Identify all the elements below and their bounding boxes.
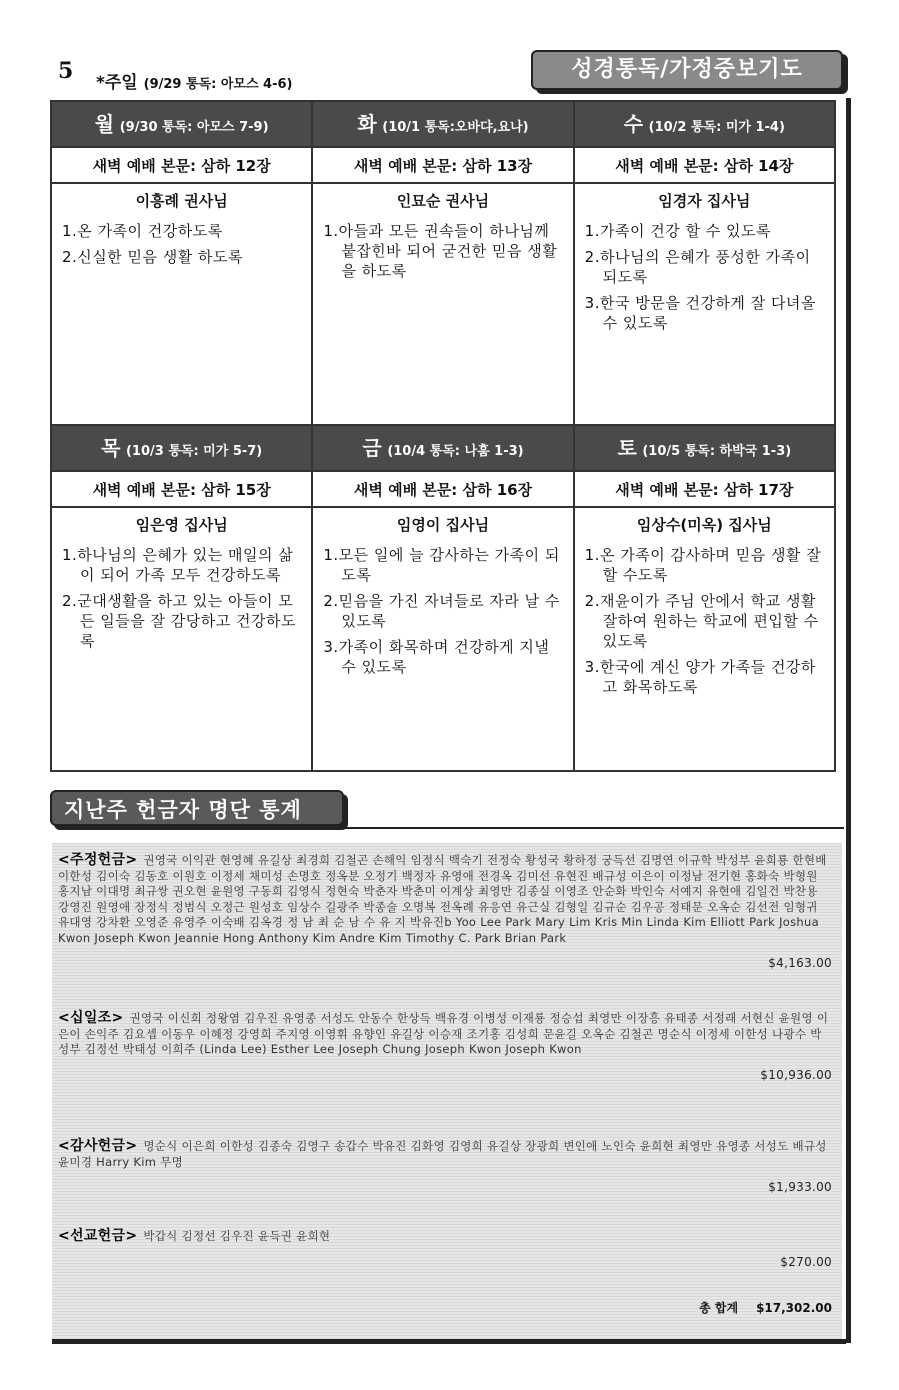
offering-total — [58, 1299, 832, 1316]
prayer-person: 임경자 집사님 — [658, 192, 751, 210]
offering-stats-panel — [52, 843, 842, 1339]
day-label: 목 — [101, 436, 121, 460]
offering-group-mission — [58, 1229, 832, 1299]
group-amount: $1,933.00 — [768, 1180, 832, 1194]
group-names: 권영국 이익관 현영혜 유길상 최경희 김철곤 손해익 임정식 백숙기 전정숙 황성국 황하정 궁득선 김명연 이규학 박성부 윤희룡 한현배 이한성 김이숙 김동호 이원호 이정세 채미성 손명호 정옥분 오정기 백정자 유영애 전경옥 김미선 유현진 배규성 이은이 이정남 전기현 홍화숙 박형원 홍지남 이대명 최규쌍 권오현 윤원영 구동희 김영식 정현숙 박춘자 박춘미 이계상 최영만 김종실 이영조 안순화 박인숙 서예지 유현애 김일건 박찬용 강영진 원영애 장정식 정범식 오정근 원성호 임상수 길광주 박종술 오명복 전옥례 유응연 유근실 김형일 김규순 김우공 정태문 오옥순 김선전 임형귀 유대영 강차환 오영준 유영주 이숙배 김옥경 정 남 최 순 남 수 유 지 박유진b Yoo Lee Park Mary Lim Kris Min Linda Kim Elliott Park Joshua Kwon Joseph Kwon Jeannie Hong Anthony Kim Andre Kim Timothy C. Park Brian Park — [58, 853, 827, 945]
day-header — [575, 102, 834, 146]
day-column-fri — [311, 424, 574, 472]
prayer-item: 2.믿음을 가진 자녀들로 자라 날 수 있도록 — [323, 592, 560, 630]
day-column-wed — [573, 100, 836, 148]
prayer-item: 3.한국에 계신 양가 가족들 건강하고 화목하도록 — [584, 658, 816, 696]
group-label: <선교헌금> — [58, 1228, 138, 1244]
sermon-text: 새벽 예배 본문: 삼하 15장 — [50, 470, 313, 508]
prayer-schedule-grid — [50, 102, 836, 772]
offering-stats-title: 지난주 헌금자 명단 통계 — [50, 790, 344, 826]
prayer-cell — [573, 182, 836, 426]
prayer-person: 인묘순 권사님 — [396, 192, 490, 210]
day-label: 월 — [94, 112, 115, 136]
prayer-person: 임상수(미옥) 집사님 — [636, 516, 772, 534]
offering-group-thanks — [58, 1139, 832, 1229]
day-column-thu — [50, 424, 313, 472]
prayer-item: 2.하나님의 은혜가 풍성한 가족이 되도록 — [584, 248, 811, 286]
prayer-item: 2.재윤이가 주님 안에서 학교 생활 잘하여 원하는 학교에 편입할 수 있도록 — [584, 592, 819, 650]
day-reading-ref: (9/30 통독: 아모스 7-9) — [119, 120, 269, 135]
prayer-item: 1.아들과 모든 권속들이 하나님께 붙잡힌바 되어 굳건한 믿음 생활을 하도록 — [323, 222, 558, 280]
prayer-cell — [311, 506, 574, 772]
total-label: 총 합계 — [699, 1301, 739, 1315]
day-label: 토 — [617, 436, 637, 460]
page-header — [0, 0, 899, 100]
prayer-cell — [50, 182, 313, 426]
group-names: 박갑식 김정선 김우진 윤득권 윤희현 — [143, 1229, 331, 1243]
prayer-row-2 — [50, 508, 836, 772]
day-reading-ref: (10/3 통독: 미가 5-7) — [125, 444, 263, 459]
day-header — [313, 426, 572, 470]
sermon-text: 새벽 예배 본문: 삼하 14장 — [573, 146, 836, 184]
group-amount: $270.00 — [780, 1254, 832, 1269]
sermon-text: 새벽 예배 본문: 삼하 12장 — [50, 146, 313, 184]
sunday-reading — [96, 68, 292, 93]
prayer-cell — [573, 506, 836, 772]
day-label: 수 — [623, 112, 644, 136]
day-header — [313, 102, 572, 146]
group-label: <주정헌금> — [58, 852, 138, 868]
day-column-tue — [311, 100, 574, 148]
sermon-text: 새벽 예배 본문: 삼하 16장 — [311, 470, 574, 508]
group-amount: $10,936.00 — [760, 1067, 832, 1082]
day-column-sat — [573, 424, 836, 472]
day-column-mon — [50, 100, 313, 148]
sermon-row-1 — [50, 148, 836, 184]
prayer-item: 1.하나님의 은혜가 있는 매일의 삶이 되어 가족 모두 건강하도록 — [62, 546, 294, 584]
prayer-item: 2.신실한 믿음 생활 하도록 — [62, 248, 244, 266]
prayer-person: 임영이 집사님 — [396, 516, 490, 534]
offering-group-tithe — [58, 1011, 832, 1139]
total-amount: $17,302.00 — [756, 1301, 832, 1315]
day-reading-ref: (10/1 통독:오바댜,요나) — [382, 120, 529, 135]
day-reading-ref: (10/2 통독: 미가 1-4) — [648, 120, 785, 135]
bottom-border-rule — [52, 1339, 846, 1344]
group-label: <십일조> — [58, 1010, 124, 1026]
prayer-item: 1.온 가족이 건강하도록 — [62, 222, 223, 240]
day-label: 금 — [362, 436, 382, 460]
prayer-item: 2.군대생활을 하고 있는 아들이 모든 일들을 잘 감당하고 건강하도록 — [62, 592, 296, 650]
sermon-text: 새벽 예배 본문: 삼하 17장 — [573, 470, 836, 508]
prayer-cell — [50, 506, 313, 772]
day-label: 화 — [357, 112, 377, 136]
sunday-label: *주일 — [96, 73, 138, 93]
sermon-row-2 — [50, 472, 836, 508]
day-reading-ref: (10/4 통독: 나훔 1-3) — [387, 444, 524, 459]
prayer-item: 1.모든 일에 늘 감사하는 가족이 되도록 — [323, 546, 560, 584]
page-number: 5 — [58, 58, 74, 84]
sermon-text: 새벽 예배 본문: 삼하 13장 — [311, 146, 574, 184]
prayer-item: 1.온 가족이 감사하며 믿음 생활 잘 할 수도록 — [584, 546, 822, 584]
right-border-rule — [846, 98, 851, 1343]
day-header — [575, 426, 834, 470]
grid-row-1 — [50, 102, 836, 148]
day-header — [52, 426, 311, 470]
group-names: 권영국 이신희 정왕염 김우진 유영종 서성도 안동수 한상득 백유경 이병성 이재룡 정승섭 최영만 이장흥 유태종 서정래 서현신 윤원영 이은이 손익주 김요셉 이동우 이혜정 강영희 주지영 이영휘 유향인 유길상 이승재 조기홍 김성희 문윤길 오옥순 김철곤 명순식 이정세 이한성 나광수 박성부 김정선 박태성 이희주 (Linda Lee) Esther Lee Joseph Chung Joseph Kwon Joseph Kwon — [58, 1011, 829, 1056]
grid-row-2 — [50, 426, 836, 472]
prayer-cell — [311, 182, 574, 426]
stats-title-rule — [344, 827, 844, 829]
prayer-person: 이흥례 권사님 — [135, 192, 228, 210]
prayer-item: 3.가족이 화목하며 건강하게 지낼 수 있도록 — [323, 638, 550, 676]
group-names: 명순식 이은희 이한성 김종숙 김영구 송갑수 박유진 김화영 김영희 유길상 장광희 변인애 노인숙 윤희현 최영만 유영종 서성도 배규성 윤미경 Harry Kim 무명 — [58, 1139, 827, 1169]
sunday-ref: (9/29 통독: 아모스 4-6) — [143, 77, 293, 92]
day-header — [52, 102, 311, 146]
day-reading-ref: (10/5 통독: 하박국 1-3) — [642, 444, 792, 459]
offering-group-weekly — [58, 853, 832, 1011]
group-label: <감사헌금> — [58, 1138, 138, 1154]
prayer-row-1 — [50, 184, 836, 426]
section-title: 성경통독/가정중보기도 — [531, 50, 843, 90]
prayer-person: 임은영 집사님 — [135, 516, 228, 534]
prayer-item: 3.한국 방문을 건강하게 잘 다녀올 수 있도록 — [584, 294, 816, 332]
prayer-item: 1.가족이 건강 할 수 있도록 — [584, 222, 771, 240]
group-amount: $4,163.00 — [768, 956, 832, 970]
